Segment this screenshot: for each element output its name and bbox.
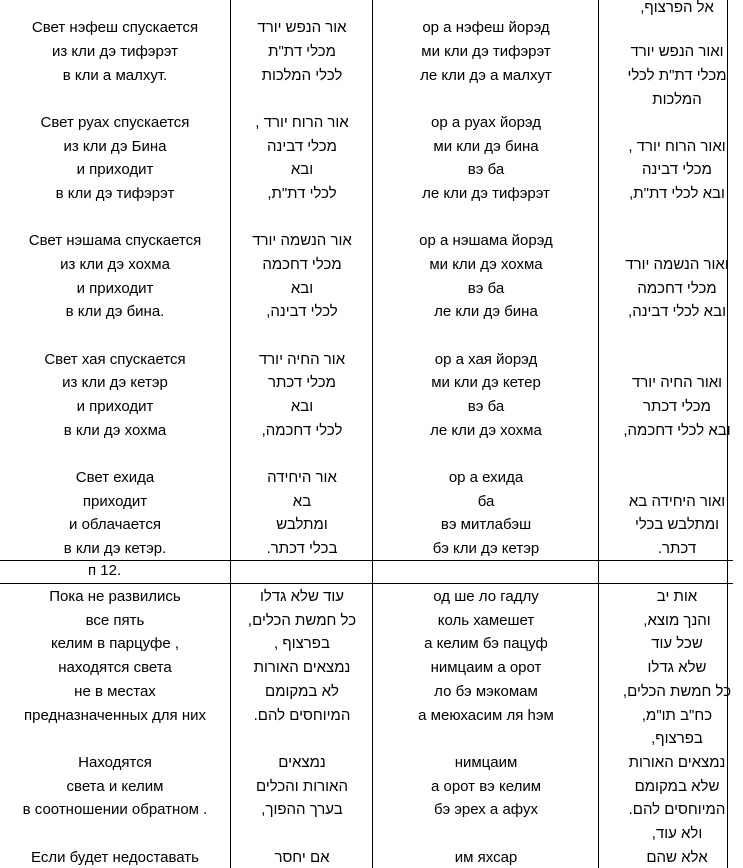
text-line: света и келим [66, 778, 164, 795]
text-line: не в местах [74, 683, 156, 700]
text-line: שכל עוד [651, 635, 703, 652]
text-line: Свет нэшама спускается [28, 232, 202, 249]
text-line: а меюхасим ля hэм [418, 707, 554, 724]
text-line: Свет нэфеш спускается [31, 19, 199, 36]
text-line: ואור החיה יורד [631, 374, 723, 391]
text-line: ולא עוד, [651, 825, 703, 842]
text-line: а орот вэ келим [430, 778, 542, 795]
text-line: בפרצוף , [274, 635, 330, 652]
text-line: אור הרוח יורד , [255, 114, 349, 131]
text-line: вэ ба [467, 161, 505, 178]
text-line: כל חמשת הכלים, [247, 612, 357, 629]
text-line: המיוחסים להם. [628, 801, 726, 818]
text-line: ор а руах йорэд [430, 114, 542, 131]
text-line: Свет руах спускается [40, 114, 190, 131]
text-line: ор а нэфеш йорэд [422, 19, 550, 36]
text-line: אל הפרצוף, [640, 0, 714, 16]
text-line: מכלי דת"ת לכלי [627, 67, 727, 84]
text-line: ואור הנשמה יורד [625, 256, 729, 273]
text-line: ор а хая йорэд [434, 351, 538, 368]
text-line: Свет ехида [75, 469, 155, 486]
text-line: ор а нэшама йорэд [419, 232, 553, 249]
text-line: вэ ба [467, 398, 505, 415]
text-line: המלכות [652, 91, 702, 108]
text-line: לכלי דחכמה, [261, 422, 343, 439]
text-line: אור היחידה [267, 469, 337, 486]
text-line: из кли дэ кетэр [62, 374, 168, 391]
text-line: דכתר. [657, 540, 697, 557]
text-line: ואור הנפש יורד [630, 43, 724, 60]
text-line: в кли дэ хохма [63, 422, 167, 439]
text-line: и облачается [69, 516, 161, 533]
text-line: ба [477, 493, 495, 510]
text-line: אור הנפש יורד [257, 19, 347, 36]
text-line: והנך מוצא, [643, 612, 711, 629]
row-divider-bottom [0, 583, 733, 584]
text-line: из кли дэ тифэрэт [52, 43, 178, 60]
section-label: п 12. [88, 562, 122, 579]
text-line: שלא במקומם [634, 778, 720, 795]
text-line: им яхсар [454, 849, 518, 866]
text-line: אלא שהם [646, 849, 708, 866]
text-line: נמצאים האורות [253, 659, 351, 676]
text-line: אור החיה יורד [258, 351, 346, 368]
text-line: Пока не развились [49, 588, 181, 605]
text-line: בפרצוף, [651, 730, 703, 747]
text-line: ло бэ мэкомам [434, 683, 538, 700]
text-line: в кли дэ бина. [65, 303, 165, 320]
text-line: מכלי דבינה [267, 138, 337, 155]
text-line: вэ ба [467, 280, 505, 297]
text-line: ובא לכלי דבינה, [628, 303, 726, 320]
text-line: ле кли дэ а малхут [420, 67, 552, 84]
text-line: коль хамешет [437, 612, 535, 629]
text-line: ми кли дэ кетер [431, 374, 541, 391]
text-line: עוד שלא גדלו [259, 588, 345, 605]
text-line: в соотношении обратном . [22, 801, 208, 818]
text-line: келим в парцуфе , [50, 635, 180, 652]
text-line: מכלי דת"ת [268, 43, 336, 60]
text-line: и приходит [76, 280, 154, 297]
text-line: ובא [290, 161, 314, 178]
text-line: מכלי דכתר [642, 398, 711, 415]
text-line: בא [292, 493, 312, 510]
text-line: и приходит [76, 161, 154, 178]
text-line: и приходит [76, 398, 154, 415]
text-line: Свет хая спускается [44, 351, 186, 368]
text-line: нимцаим а орот [430, 659, 542, 676]
text-line: נמצאים [278, 754, 326, 771]
text-line: из кли дэ Бина [63, 138, 167, 155]
text-line: נמצאים האורות [628, 754, 726, 771]
text-line: אם יחסר [274, 849, 330, 866]
text-line: ובא [290, 398, 314, 415]
text-line: бэ эрех а афух [434, 801, 538, 818]
text-line: מכלי דחכמה [262, 256, 342, 273]
text-line: в кли а малхут. [62, 67, 168, 84]
text-line: приходит [82, 493, 148, 510]
text-line: כח"ב תו"מ, [641, 707, 713, 724]
text-line: לכלי דבינה, [266, 303, 338, 320]
text-line: מכלי דבינה [642, 161, 712, 178]
text-line: ואור היחידה בא [628, 493, 726, 510]
text-line: ואור הרוח יורד , [628, 138, 726, 155]
text-line: בערך ההפוך, [261, 801, 343, 818]
text-line: ле кли дэ хохма [430, 422, 542, 439]
text-line: из кли дэ хохма [60, 256, 170, 273]
text-line: כל חמשת הכלים, [622, 683, 732, 700]
text-line: מכלי דכתר [267, 374, 336, 391]
text-line: מכלי דחכמה [637, 280, 717, 297]
text-line: Находятся [78, 754, 152, 771]
text-line: ле кли дэ тифэрэт [422, 185, 550, 202]
text-line: предназначенных для них [24, 707, 206, 724]
text-line: ми кли дэ тифэрэт [421, 43, 551, 60]
text-line: ומתלבש [276, 516, 328, 533]
text-line: ובא לכלי דת"ת, [629, 185, 725, 202]
text-line: בכלי דכתר. [266, 540, 338, 557]
text-line: в кли дэ тифэрэт [55, 185, 175, 202]
text-line: нимцаим [454, 754, 518, 771]
text-line: ор а ехида [448, 469, 524, 486]
text-line: ми кли дэ бина [433, 138, 539, 155]
text-line: לכלי דת"ת, [267, 185, 337, 202]
text-line: אור הנשמה יורד [252, 232, 352, 249]
text-line: אות יב [656, 588, 698, 605]
text-line: לכלי המלכות [261, 67, 343, 84]
text-line: бэ кли дэ кетэр [432, 540, 540, 557]
text-line: ле кли дэ бина [434, 303, 538, 320]
text-line: од ше ло гадлу [433, 588, 539, 605]
text-line: ובא לכלי דחכמה, [623, 422, 731, 439]
text-line: האורות והכלים [256, 778, 348, 795]
text-line: שלא גדלו [647, 659, 707, 676]
text-line: Если будет недоставать [31, 849, 199, 866]
text-line: находятся света [58, 659, 172, 676]
text-line: המיוחסים להם. [253, 707, 351, 724]
text-line: в кли дэ кетэр. [63, 540, 167, 557]
text-line: все пять [85, 612, 145, 629]
text-line: ובא [290, 280, 314, 297]
text-line: לא במקומם [265, 683, 339, 700]
text-line: а келим бэ пацуф [424, 635, 548, 652]
text-line: вэ митлабэш [440, 516, 532, 533]
text-line: ומתלבש בכלי [634, 516, 720, 533]
text-line: ми кли дэ хохма [429, 256, 543, 273]
